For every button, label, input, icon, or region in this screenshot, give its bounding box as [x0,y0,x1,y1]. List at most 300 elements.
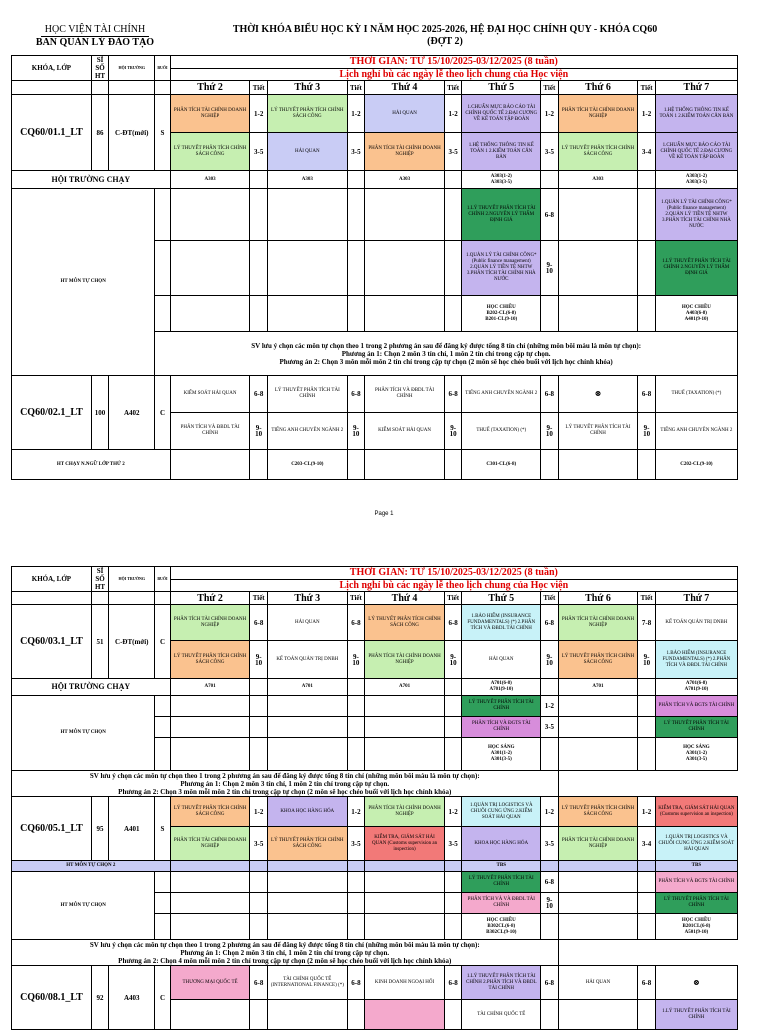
elective-note: SV lưu ý chọn các môn tự chọn theo 1 trong 2 phương án sau để đăng ký được tổng 8 tín chỉ (những môn bôi màu là môn tự chọn): Phương án 1: Chọn 2 môn 3 tín chỉ, 1 môn 2 tín chỉ trong cặp tự chọn. Phương án 2: Chọn 3 môn mỗi môn 2 tín chỉ trong cặp tự chọn (2 môn sẽ học chéo buổi với lịch học chính khóa) [155,332,738,376]
period-cell: 9-10 [541,893,558,914]
empty-cell [558,450,638,480]
period-header: Tiết [250,81,267,95]
empty-cell [638,679,655,696]
empty-cell [347,1000,364,1030]
empty-cell [444,893,461,914]
empty-cell [638,914,655,940]
elective-rooms: HỌC CHIỀU B201CL(6-8) A501(9-10) [655,914,737,940]
elective-subject: PHÂN TÍCH VÀ VÀ ĐBDL TÀI CHÍNH [462,893,541,914]
empty-cell [170,914,250,940]
period-cell: 3-5 [347,827,364,861]
day-tuesday: Thứ 3 [267,81,347,95]
subject-cell: LÝ THUYẾT PHÂN TÍCH CHÍNH SÁCH CÔNG [267,95,347,133]
elective-label: HT MÔN TỰ CHỌN [12,189,155,376]
subject-cell: HẢI QUAN [267,133,347,171]
empty-cell [444,738,461,771]
timetable-page-1 [11,55,738,480]
empty-cell [170,296,250,332]
subject-cell: 1.HỆ THỐNG THÔNG TIN KẾ TOÁN 1 2.KIỂM TOÁN CĂN BẢN [655,95,737,133]
period-cell: 6-8 [347,376,364,413]
period-cell: 6-8 [347,605,364,641]
period-cell: 6-8 [347,966,364,1000]
elective-subject: LÝ THUYẾT PHÂN TÍCH TÀI CHÍNH [655,893,737,914]
header-spacer [91,81,108,95]
period-cell: 1-2 [347,797,364,827]
empty-cell [444,872,461,893]
subject-cell: 1.QUẢN TRỊ LOGISTICS VÀ CHUỖI CUNG ỨNG 2.KIỂM SOÁT HẢI QUAN [655,827,737,861]
subject-cell: TÀI CHÍNH QUỐC TẾ [462,1000,541,1030]
period-cell: 1-2 [444,95,461,133]
class-hall: C-ĐT(mới) [109,605,155,679]
room-cell: A303 [170,171,250,189]
empty-cell [541,296,558,332]
room-cell: C202-CL(9-10) [655,450,737,480]
empty-cell [365,872,445,893]
time-range: THỜI GIAN: TỪ 15/10/2025-03/12/2025 (8 tuần) [170,56,737,69]
subject-cell: 1.HỆ THỐNG THÔNG TIN KẾ TOÁN 1 2.KIỂM TOÁN CĂN BẢN [462,133,541,171]
class-size: 86 [91,95,108,171]
class-session: S [155,95,170,171]
subject-cell: PHÂN TÍCH TÀI CHÍNH DOANH NGHIỆP [170,827,250,861]
subject-cell: THƯƠNG MẠI QUỐC TẾ [170,966,250,1000]
period-cell: 1-2 [638,95,655,133]
elective-subject: 1.QUẢN LÝ TÀI CHÍNH CÔNG* (Public finance management) 2.QUẢN LÝ TIỀN TỆ NHTW 3.PHÂN TÍCH TÀI CHÍNH NHÀ NƯỚC [655,189,737,241]
period-cell: 3-4 [638,133,655,171]
title-line: THỜI KHÓA BIỂU HỌC KỲ I NĂM HỌC 2025-2026, HỆ ĐẠI HỌC CHÍNH QUY - KHÓA CQ60 [232,24,658,35]
empty-cell [365,738,445,771]
empty-cell [444,296,461,332]
empty-cell [170,861,250,872]
holiday-note: Lịch nghỉ bù các ngày lễ theo lịch chung của Học viện [170,579,737,592]
empty-cell [267,296,347,332]
empty-cell [170,450,250,480]
empty-cell [444,189,461,241]
subject-cell: TÀI CHÍNH QUỐC TẾ (INTERNATIONAL FINANCE) (*) [267,966,347,1000]
room-cell: A701 [365,679,445,696]
empty-cell [170,872,250,893]
empty-cell [267,872,347,893]
room-cell: A701 [558,679,638,696]
elective-subject: LÝ THUYẾT PHÂN TÍCH TÀI CHÍNH [462,696,541,717]
dept-name: BAN QUẢN LÝ ĐÀO TẠO [35,37,155,48]
elective-label: HT MÔN TỰ CHỌN [12,696,155,771]
empty-cell [347,241,364,296]
subject-cell: HẢI QUAN [462,641,541,679]
subject-cell: KẾ TOÁN QUẢN TRỊ DNBH [267,641,347,679]
subject-cell: LÝ THUYẾT PHÂN TÍCH CHÍNH SÁCH CÔNG [558,641,638,679]
empty-cell [638,241,655,296]
period-cell: 1-2 [541,696,558,717]
col-header-hall: HỘI TRƯỜNG [109,567,155,592]
elective-subject: PHÂN TÍCH VÀ ĐGTS TÀI CHÍNH [462,717,541,738]
room-cell: TBS [462,861,541,872]
class-name: CQ60/05.1_LT [12,797,92,861]
subject-cell: KẾ TOÁN QUẢN TRỊ DNBH [655,605,737,641]
empty-cell [155,717,170,738]
empty-cell [638,717,655,738]
period-cell: 9-10 [541,413,558,450]
subject-cell: 1.LÝ THUYẾT PHÂN TÍCH TÀI CHÍNH [655,1000,737,1030]
day-monday: Thứ 2 [170,81,250,95]
period-cell: 9-10 [541,241,558,296]
empty-cell [638,738,655,771]
empty-cell [638,171,655,189]
class-session: C [155,376,170,450]
subject-cell: 1.LÝ THUYẾT PHÂN TÍCH TÀI CHÍNH 2.PHÂN TÍCH VÀ ĐBDL TÀI CHÍNH [462,966,541,1000]
subject-cell: PHÂN TÍCH TÀI CHÍNH DOANH NGHIỆP [558,605,638,641]
subject-cell: KIỂM TRA, GIÁM SÁT HẢI QUAN (Customs supervision an inspection) [655,797,737,827]
empty-cell [558,914,638,940]
subject-cell: LÝ THUYẾT PHÂN TÍCH CHÍNH SÁCH CÔNG [365,605,445,641]
elective-subject: PHÂN TÍCH VÀ ĐGTS TÀI CHÍNH [655,696,737,717]
empty-cell [250,893,267,914]
header-spacer [91,592,108,605]
empty-cell [558,696,638,717]
timetable-page-2 [11,566,738,1030]
room-cell: C203-CL(9-10) [267,450,347,480]
elective-rooms: HỌC SÁNG A301(1-2) A301(3-5) [462,738,541,771]
empty-cell [558,1000,638,1030]
period-header: Tiết [250,592,267,605]
col-header-size: SĨ SỐ HT [91,56,108,81]
empty-cell [267,696,347,717]
empty-cell [558,296,638,332]
empty-cell [444,717,461,738]
header-spacer [12,81,92,95]
empty-cell [155,296,170,332]
subject-cell: HẢI QUAN [267,605,347,641]
elective-label: HT MÔN TỰ CHỌN [12,872,155,940]
empty-cell [638,861,655,872]
elective-rooms: HỌC CHIỀU A403(6-8) A401(9-10) [655,296,737,332]
org-name: HỌC VIỆN TÀI CHÍNH [41,24,149,37]
period-header: Tiết [638,592,655,605]
subject-cell: PHÂN TÍCH TÀI CHÍNH DOANH NGHIỆP [365,641,445,679]
language-hall-label: HT CHẠY N.NGỮ LỚP THỨ 2 [12,450,171,480]
empty-cell [558,893,638,914]
no-class-icon: ⊗ [558,376,638,413]
period-cell: 6-8 [638,966,655,1000]
empty-cell [638,696,655,717]
class-session: C [155,605,170,679]
period-cell: 3-5 [541,133,558,171]
class-hall: A401 [109,797,155,861]
subject-cell: 1.BẢO HIỂM (INSURANCE FUNDAMENTALS) (*) 2.PHÂN TÍCH VÀ ĐBDL TÀI CHÍNH [655,641,737,679]
empty-cell [267,861,347,872]
empty-cell [250,679,267,696]
empty-cell [250,296,267,332]
day-monday: Thứ 2 [170,592,250,605]
hall-row-label: HỘI TRƯỜNG CHẠY [12,679,171,696]
subject-cell: 1.CHUẨN MỰC BÁO CÁO TÀI CHÍNH QUỐC TẾ 2.ĐẠI CƯƠNG VỀ KẾ TOÁN TẬP ĐOÀN [462,95,541,133]
empty-cell [638,450,655,480]
empty-cell [365,861,445,872]
empty-cell [155,872,170,893]
elective-note: SV lưu ý chọn các môn tự chọn theo 1 trong 2 phương án sau để đăng ký được tổng 8 tín chỉ (những môn bôi màu là môn tự chọn): Phương án 1: Chọn 2 môn 3 tín chỉ, 1 môn 2 tín chỉ trong cặp tự chọn. Phương án 2: Chọn 3 môn mỗi môn 2 tín chỉ trong cặp tự chọn (2 môn sẽ học chéo buổi với lịch học chính khóa) [12,771,559,797]
period-header: Tiết [444,81,461,95]
empty-cell [155,893,170,914]
no-class-icon: ⊗ [655,966,737,1000]
period-cell: 6-8 [541,605,558,641]
empty-cell [365,296,445,332]
period-header: Tiết [444,592,461,605]
empty-cell [347,914,364,940]
room-cell: A701 [267,679,347,696]
period-cell: 6-8 [541,376,558,413]
header-spacer [109,81,155,95]
empty-cell [365,696,445,717]
empty-cell [250,914,267,940]
empty-cell [558,872,638,893]
time-range: THỜI GIAN: TỪ 15/10/2025-03/12/2025 (8 tuần) [170,567,737,580]
day-saturday: Thứ 7 [655,592,737,605]
period-header: Tiết [347,81,364,95]
empty-cell [365,1000,445,1030]
period-header: Tiết [638,81,655,95]
empty-cell [250,738,267,771]
empty-cell [250,872,267,893]
class-size: 92 [91,966,108,1030]
subject-cell: 1.BẢO HIỂM (INSURANCE FUNDAMENTALS) (*) 2.PHÂN TÍCH VÀ ĐBDL TÀI CHÍNH [462,605,541,641]
hall-row-label: HỘI TRƯỜNG CHẠY [12,171,171,189]
period-header: Tiết [541,81,558,95]
subject-cell: KHOA HỌC HÀNG HÓA [267,797,347,827]
subject-cell: PHÂN TÍCH VÀ ĐBDL TÀI CHÍNH [365,376,445,413]
day-tuesday: Thứ 3 [267,592,347,605]
subject-cell: LÝ THUYẾT PHÂN TÍCH CHÍNH SÁCH CÔNG [558,133,638,171]
col-header-session: BUỔI [155,567,170,592]
empty-cell [250,189,267,241]
empty-cell [558,189,638,241]
room-cell: A701(6-8) A701(9-10) [655,679,737,696]
elective-subject: LÝ THUYẾT PHÂN TÍCH TÀI CHÍNH [462,872,541,893]
period-cell: 6-8 [250,966,267,1000]
subject-cell: PHÂN TÍCH VÀ ĐBDL TÀI CHÍNH [170,413,250,450]
elective-rooms: HỌC CHIỀU B302CL(6-8) B302CL(9-10) [462,914,541,940]
empty-cell [347,296,364,332]
room-cell: A303(1-2) A303(3-5) [655,171,737,189]
subject-cell: LÝ THUYẾT PHÂN TÍCH TÀI CHÍNH [267,376,347,413]
subject-cell: PHÂN TÍCH TÀI CHÍNH DOANH NGHIỆP [558,95,638,133]
subject-cell: LÝ THUYẾT PHÂN TÍCH CHÍNH SÁCH CÔNG [267,827,347,861]
period-cell: 3-5 [541,717,558,738]
empty-cell [250,1000,267,1030]
subject-cell: PHÂN TÍCH TÀI CHÍNH DOANH NGHIỆP [170,605,250,641]
period-cell: 7-8 [638,605,655,641]
empty-cell [347,696,364,717]
empty-cell [444,1000,461,1030]
empty-cell [365,189,445,241]
period-cell: 6-8 [444,376,461,413]
empty-cell [365,450,445,480]
period-cell: 9-10 [638,641,655,679]
col-header-size: SĨ SỐ HT [91,567,108,592]
room-cell: A303 [558,171,638,189]
header-spacer [155,592,170,605]
empty-cell [250,241,267,296]
class-session: S [155,797,170,861]
class-name: CQ60/02.1_LT [12,376,92,450]
day-wednesday: Thứ 4 [365,592,445,605]
subject-cell: THUẾ (TAXATION) (*) [655,376,737,413]
subject-cell: TIẾNG ANH CHUYÊN NGÀNH 2 [267,413,347,450]
empty-cell [170,893,250,914]
class-hall: C-ĐT(mới) [109,95,155,171]
empty-cell [347,717,364,738]
empty-cell [444,696,461,717]
class-hall: A402 [109,376,155,450]
empty-cell [444,861,461,872]
elective-hall-2-label: HT MÔN TỰ CHỌN 2 [12,861,171,872]
day-wednesday: Thứ 4 [365,81,445,95]
period-cell: 1-2 [638,797,655,827]
empty-cell [638,1000,655,1030]
period-header: Tiết [347,592,364,605]
room-cell: A303(1-2) A303(3-5) [462,171,541,189]
elective-subject: PHÂN TÍCH VÀ ĐGTS TÀI CHÍNH [655,872,737,893]
empty-cell [444,241,461,296]
empty-cell [541,914,558,940]
empty-cell [347,893,364,914]
period-cell: 1-2 [541,95,558,133]
empty-cell [155,914,170,940]
period-cell: 9-10 [541,641,558,679]
empty-cell [250,171,267,189]
day-saturday: Thứ 7 [655,81,737,95]
subject-cell: PHÂN TÍCH TÀI CHÍNH DOANH NGHIỆP [365,797,445,827]
empty-cell [638,189,655,241]
subject-cell: 1.QUẢN TRỊ LOGISTICS VÀ CHUỖI CUNG ỨNG 2.KIỂM SOÁT HẢI QUAN [462,797,541,827]
period-cell: 1-2 [250,797,267,827]
document-title [215,24,675,48]
empty-cell [347,872,364,893]
subject-cell: LÝ THUYẾT PHÂN TÍCH CHÍNH SÁCH CÔNG [558,797,638,827]
class-size: 95 [91,797,108,861]
header-spacer [109,592,155,605]
empty-cell [267,189,347,241]
holiday-note: Lịch nghỉ bù các ngày lễ theo lịch chung của Học viện [170,68,737,81]
empty-cell [267,1000,347,1030]
empty-cell [365,717,445,738]
elective-subject: 1.LÝ THUYẾT PHÂN TÍCH TÀI CHÍNH 2.NGUYÊN LÝ THẨM ĐỊNH GIÁ [655,241,737,296]
period-cell: 9-10 [444,413,461,450]
period-cell: 9-10 [444,641,461,679]
elective-subject: 1.LÝ THUYẾT PHÂN TÍCH TÀI CHÍNH 2.NGUYÊN LÝ THẨM ĐỊNH GIÁ [462,189,541,241]
class-name: CQ60/01.1_LT [12,95,92,171]
empty-cell [267,914,347,940]
empty-cell [267,717,347,738]
period-cell: 9-10 [347,641,364,679]
subject-cell: HẢI QUAN [558,966,638,1000]
room-cell: C301-CL(6-8) [462,450,541,480]
empty-cell [250,861,267,872]
empty-cell [170,241,250,296]
period-cell: 6-8 [250,376,267,413]
period-cell: 6-8 [444,605,461,641]
period-cell: 3-5 [444,827,461,861]
period-cell: 6-8 [638,376,655,413]
subject-cell: KIỂM SOÁT HẢI QUAN [170,376,250,413]
elective-rooms: HỌC CHIỀU B202-CL(6-8) B201-CL(9-10) [462,296,541,332]
empty-cell [541,1000,558,1030]
period-cell: 3-5 [250,827,267,861]
empty-cell [170,189,250,241]
subject-cell: LÝ THUYẾT PHÂN TÍCH CHÍNH SÁCH CÔNG [170,641,250,679]
empty-cell [558,241,638,296]
subject-cell: PHÂN TÍCH TÀI CHÍNH DOANH NGHIỆP [365,133,445,171]
empty-cell [365,893,445,914]
empty-cell [347,861,364,872]
day-thursday: Thứ 5 [462,592,541,605]
subject-cell: TIẾNG ANH CHUYÊN NGÀNH 2 [655,413,737,450]
period-cell: 3-5 [347,133,364,171]
empty-cell [444,450,461,480]
room-cell: A701(6-8) A701(9-10) [462,679,541,696]
subject-cell: PHÂN TÍCH TÀI CHÍNH DOANH NGHIỆP [558,827,638,861]
subject-cell: KINH DOANH NGOẠI HỐI [365,966,445,1000]
period-cell: 3-4 [638,827,655,861]
empty-cell [170,1000,250,1030]
elective-rooms: HỌC SÁNG A301(1-2) A301(3-5) [655,738,737,771]
subject-cell: KIỂM SOÁT HẢI QUAN [365,413,445,450]
empty-cell [558,738,638,771]
class-size: 100 [91,376,108,450]
elective-subject: 1.QUẢN LÝ TÀI CHÍNH CÔNG* (Public finance management) 2.QUẢN LÝ TIỀN TỆ NHTW 3.PHÂN TÍCH TÀI CHÍNH NHÀ NƯỚC [462,241,541,296]
room-cell: TBS [655,861,737,872]
period-cell: 6-8 [250,605,267,641]
empty-cell [155,738,170,771]
empty-cell [541,171,558,189]
org-header [20,24,170,49]
period-cell: 1-2 [444,797,461,827]
header-spacer [155,81,170,95]
subject-cell: LÝ THUYẾT PHÂN TÍCH CHÍNH SÁCH CÔNG [170,133,250,171]
period-cell: 6-8 [541,189,558,241]
empty-cell [558,861,638,872]
period-header: Tiết [541,592,558,605]
empty-cell [267,738,347,771]
subject-cell: 1.CHUẨN MỰC BÁO CÁO TÀI CHÍNH QUỐC TẾ 2.ĐẠI CƯƠNG VỀ KẾ TOÁN TẬP ĐOÀN [655,133,737,171]
period-cell: 1-2 [347,95,364,133]
empty-cell [347,738,364,771]
empty-cell [155,189,170,241]
empty-cell [267,893,347,914]
subject-cell: KIỂM TRA, GIÁM SÁT HẢI QUAN (Customs supervision an inspection) [365,827,445,861]
room-cell: A303 [267,171,347,189]
empty-cell [638,872,655,893]
empty-cell [444,679,461,696]
empty-cell [347,679,364,696]
period-cell: 9-10 [638,413,655,450]
elective-note: SV lưu ý chọn các môn tự chọn theo 1 trong 2 phương án sau để đăng ký được tổng 8 tín chỉ (những môn bôi màu là môn tự chọn): Phương án 1: Chọn 2 môn 3 tín chỉ, 1 môn 2 tín chỉ trong cặp tự chọn. Phương án 2: Chọn 4 môn mỗi môn 2 tín chỉ trong cặp tự chọn (2 môn sẽ học chéo buổi với lịch học chính khóa) [12,940,559,966]
empty-cell [250,717,267,738]
empty-cell [365,914,445,940]
period-cell: 1-2 [250,95,267,133]
col-header-hall: HỘI TRƯỜNG [109,56,155,81]
subtitle-line: (ĐỢT 2) [427,36,463,47]
empty-cell [170,696,250,717]
empty-cell [170,738,250,771]
subject-cell: THUẾ (TAXATION) (*) [462,413,541,450]
empty-cell [638,296,655,332]
subject-cell: PHÂN TÍCH TÀI CHÍNH DOANH NGHIỆP [170,95,250,133]
day-thursday: Thứ 5 [462,81,541,95]
subject-cell: TIẾNG ANH CHUYÊN NGÀNH 2 [462,376,541,413]
col-header-class: KHÓA, LỚP [12,567,92,592]
period-cell: 6-8 [541,872,558,893]
empty-cell [444,171,461,189]
day-friday: Thứ 6 [558,592,638,605]
